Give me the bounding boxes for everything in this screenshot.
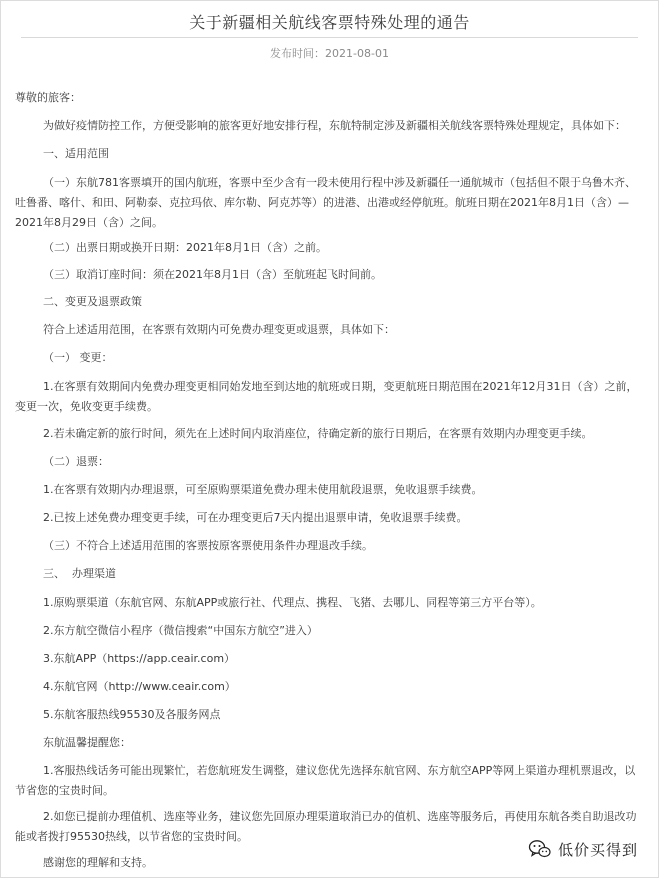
channel-2: 2.东方航空微信小程序（微信搜索“中国东方航空”进入）: [43, 624, 318, 637]
channel-5: 5.东航客服热线95530及各服务网点: [43, 708, 221, 721]
greeting: 尊敬的旅客：: [15, 91, 81, 104]
section-1-title: 一、适用范围: [43, 147, 109, 160]
section-2-sub-1-para-1: 1.在客票有效期间内免费办理变更相同始发地至到达地的航班或日期，变更航班日期范围在2021年12月31日（含）之前，变更一次，免收变更手续费。: [15, 380, 638, 413]
section-1-item-3: （三）取消订座时间：须在2021年8月1日（含）至航班起飞时间前。: [43, 268, 382, 281]
title-divider: [21, 37, 638, 38]
section-1-item-1: （一）东航781客票填开的国内航班，客票中至少含有一段未使用行程中涉及新疆任一通航城市（包括但不限于乌鲁木齐、吐鲁番、喀什、和田、阿勒泰、克拉玛依、库尔勒、阿克苏等）的进港、出港或经停航班。航班日期在2021年8月1日（含）—2021年8月29日（含）之间。: [15, 176, 636, 229]
section-1-item-2: （二）出票日期或换开日期：2021年8月1日（含）之前。: [43, 241, 327, 254]
channel-1: 1.原购票渠道（东航官网、东航APP或旅行社、代理点、携程、飞猪、去哪儿、同程等第三方平台等）。: [43, 596, 542, 609]
section-2-sub-2-para-1: 1.在客票有效期内办理退票，可至原购票渠道免费办理未使用航段退票，免收退票手续费。: [43, 483, 483, 496]
section-2-intro: 符合上述适用范围，在客票有效期内可免费办理变更或退票，具体如下：: [43, 323, 395, 336]
reminder-para-2: 2.如您已提前办理值机、选座等业务，建议您先回原办理渠道取消已办的值机、选座等服务后，再使用东航各类自助退改功能或者拨打95530热线，以节省您的宝贵时间。: [15, 810, 637, 843]
watermark: [528, 837, 638, 861]
intro-paragraph: 为做好疫情防控工作，方便受影响的旅客更好地安排行程，东航特制定涉及新疆相关航线客票特殊处理规定，具体如下：: [43, 119, 626, 132]
section-2-sub-1: （一） 变更：: [43, 351, 113, 364]
reminder-title: 东航温馨提醒您：: [43, 736, 131, 749]
publish-date: 发布时间：2021-08-01: [270, 47, 389, 60]
watermark-text: 低价买得到: [557, 840, 638, 859]
reminder-para-1: 1.客服热线话务可能出现繁忙，若您航班发生调整，建议您优先选择东航官网、东方航空APP等网上渠道办理机票退改，以节省您的宝贵时间。: [15, 764, 636, 797]
wechat-icon: [528, 837, 552, 861]
channel-3: 3.东航APP（https://app.ceair.com）: [43, 652, 236, 665]
section-2-sub-2: （二）退票：: [43, 455, 109, 468]
section-3-title: 三、 办理渠道: [43, 567, 116, 580]
section-2-sub-1-para-2: 2.若未确定新的旅行时间，须先在上述时间内取消座位，待确定新的旅行日期后，在客票有效期内办理变更手续。: [43, 427, 593, 440]
section-2-sub-2-para-2: 2.已按上述免费办理变更手续，可在办理变更后7天内提出退票申请，免收退票手续费。: [43, 511, 468, 524]
section-2-sub-3: （三）不符合上述适用范围的客票按原客票使用条件办理退改手续。: [43, 539, 373, 552]
section-2-title: 二、变更及退票政策: [43, 295, 142, 308]
closing-text: 感谢您的理解和支持。: [43, 856, 153, 869]
channel-4: 4.东航官网（http://www.ceair.com）: [43, 680, 236, 693]
page-title: 关于新疆相关航线客票特殊处理的通告: [189, 13, 470, 32]
